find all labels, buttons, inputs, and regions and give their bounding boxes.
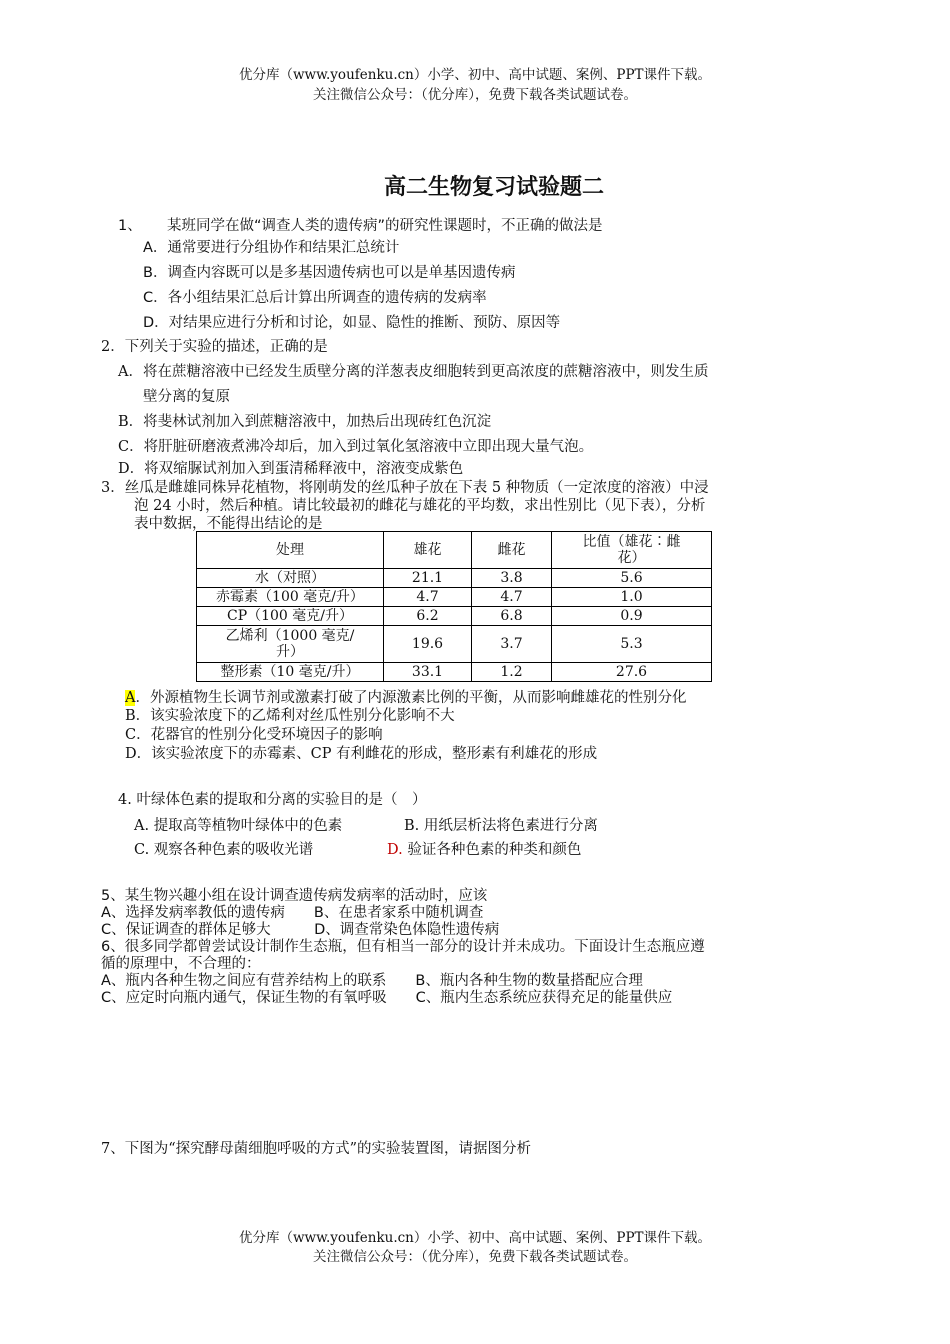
q4-stem: 4. 叶绿体色素的提取和分离的实验目的是（ ） [118,792,427,808]
header-cell-female: 雌花 [472,532,552,569]
cell-ratio: 27.6 [552,663,712,682]
q2-option-a-line1: A．将在蔗糖溶液中已经发生质壁分离的洋葱表皮细胞转到更高浓度的蔗糖溶液中，则发生质 [118,364,709,380]
cell-treatment [197,626,384,663]
q2-option-a-line2: 壁分离的复原 [143,389,230,405]
q3-stem-line3: 表中数据，不能得出结论的是 [134,516,323,532]
header-line-1: 优分库（www.youfenku.cn）小学、初中、高中试题、案例、PPT课件下载。 [238,67,712,83]
ratio-header-line1: 比值（雄花∶雌 [582,534,681,550]
cell-male: 33.1 [384,663,472,682]
table-row [197,569,712,588]
footer-line-2: 关注微信公众号：（优分库），免费下载各类试题试卷。 [313,1249,637,1265]
cell-ratio: 1.0 [552,588,712,607]
q5-options-row2: C、保证调查的群体足够大 D、调查常染色体隐性遗传病 [101,922,500,938]
header-cell-treatment: 处理 [197,532,384,569]
q7-stem: 7、下图为“探究酵母菌细胞呼吸的方式”的实验装置图，请据图分析 [101,1141,532,1157]
cell-treatment-line1: 乙烯利（1000 毫克/ [225,628,355,644]
q5-stem: 5、某生物兴趣小组在设计调查遗传病发病率的活动时，应该 [101,888,488,904]
q1-number: 1、 [118,218,142,234]
cell-treatment: CP（100 毫克/升） [197,607,384,626]
q5-options-row1: A、选择发病率教低的遗传病 B、在患者家系中随机调查 [101,905,484,921]
page-title: 高二生物复习试验题二 [384,175,605,200]
cell-treatment-line2: 升） [276,644,304,660]
cell-treatment: 整形素（10 毫克/升） [197,663,384,682]
table-row [197,607,712,626]
table-row [197,588,712,607]
cell-ratio: 5.6 [552,569,712,588]
q6-options-row1: A、瓶内各种生物之间应有营养结构上的联系 B、瓶内各种生物的数量搭配应合理 [101,973,643,989]
q4-option-b: B. 用纸层析法将色素进行分离 [404,818,598,834]
header-cell-ratio [552,532,712,569]
cell-ratio: 0.9 [552,607,712,626]
q4-option-d [387,838,581,859]
q3-option-d: D．该实验浓度下的赤霉素、CP 有利雌花的形成，整形素有利雄花的形成 [125,746,598,762]
q4-option-c: C. 观察各种色素的吸收光谱 [134,842,314,858]
q1-option-b: B．调查内容既可以是多基因遗传病也可以是单基因遗传病 [143,265,516,281]
q4-option-a: A. 提取高等植物叶绿体中的色素 [134,818,343,834]
q3-option-b: B．该实验浓度下的乙烯利对丝瓜性别分化影响不大 [125,708,455,724]
footer-line-1: 优分库（www.youfenku.cn）小学、初中、高中试题、案例、PPT课件下载。 [238,1230,712,1246]
cell-male: 6.2 [384,607,472,626]
header-line-2: 关注微信公众号：（优分库），免费下载各类试题试卷。 [313,87,637,103]
header-cell-male: 雄花 [384,532,472,569]
q1-option-c: C．各小组结果汇总后计算出所调查的遗传病的发病率 [143,290,487,306]
q3-data-table [196,531,712,682]
q2-option-c: C．将肝脏研磨液煮沸冷却后，加入到过氧化氢溶液中立即出现大量气泡。 [118,439,594,455]
q4-option-d-text: 验证各种色素的种类和颜色 [402,842,582,858]
table-row [197,626,712,663]
cell-ratio: 5.3 [552,626,712,663]
table-header-row [197,532,712,569]
cell-female: 1.2 [472,663,552,682]
cell-treatment: 水（对照） [197,569,384,588]
cell-female: 6.8 [472,607,552,626]
cell-female: 3.7 [472,626,552,663]
q4-option-d-letter: D. [387,842,403,858]
q3-option-a-letter: A [125,690,136,706]
cell-female: 4.7 [472,588,552,607]
ratio-header-line2: 花） [617,550,646,566]
cell-male: 21.1 [384,569,472,588]
q1-option-d: D．对结果应进行分析和讨论，如显、隐性的推断、预防、原因等 [143,315,561,331]
q3-stem-line1: 3．丝瓜是雌雄同株异花植物，将刚萌发的丝瓜种子放在下表 5 种物质（一定浓度的溶液）中浸 [101,480,709,496]
cell-male: 19.6 [384,626,472,663]
q1-stem: 某班同学在做“调查人类的遗传病”的研究性课题时，不正确的做法是 [167,218,603,234]
q3-option-c: C．花器官的性别分化受环境因子的影响 [125,727,383,743]
q6-stem-line1: 6、很多同学都曾尝试设计制作生态瓶，但有相当一部分的设计并未成功。下面设计生态瓶应遵 [101,939,705,955]
q3-option-a-text: ．外源植物生长调节剂或激素打破了内源激素比例的平衡，从而影响雌雄花的性别分化 [135,690,687,706]
cell-treatment: 赤霉素（100 毫克/升） [197,588,384,607]
q3-stem-line2: 泡 24 小时，然后种植。请比较最初的雌花与雄花的平均数，求出性别比（见下表），分析 [134,498,706,514]
q2-option-d: D．将双缩脲试剂加入到蛋清稀释液中，溶液变成紫色 [118,461,464,477]
q2-stem: 2．下列关于实验的描述，正确的是 [101,339,328,355]
table-row [197,663,712,682]
cell-male: 4.7 [384,588,472,607]
q6-stem-line2: 循的原理中，不合理的： [101,956,261,972]
cell-female: 3.8 [472,569,552,588]
q2-option-b: B．将斐林试剂加入到蔗糖溶液中，加热后出现砖红色沉淀 [118,414,492,430]
q1-option-a: A．通常要进行分组协作和结果汇总统计 [143,240,400,256]
q6-options-row2: C、应定时向瓶内通气，保证生物的有氧呼吸 C、瓶内生态系统应获得充足的能量供应 [101,990,673,1006]
